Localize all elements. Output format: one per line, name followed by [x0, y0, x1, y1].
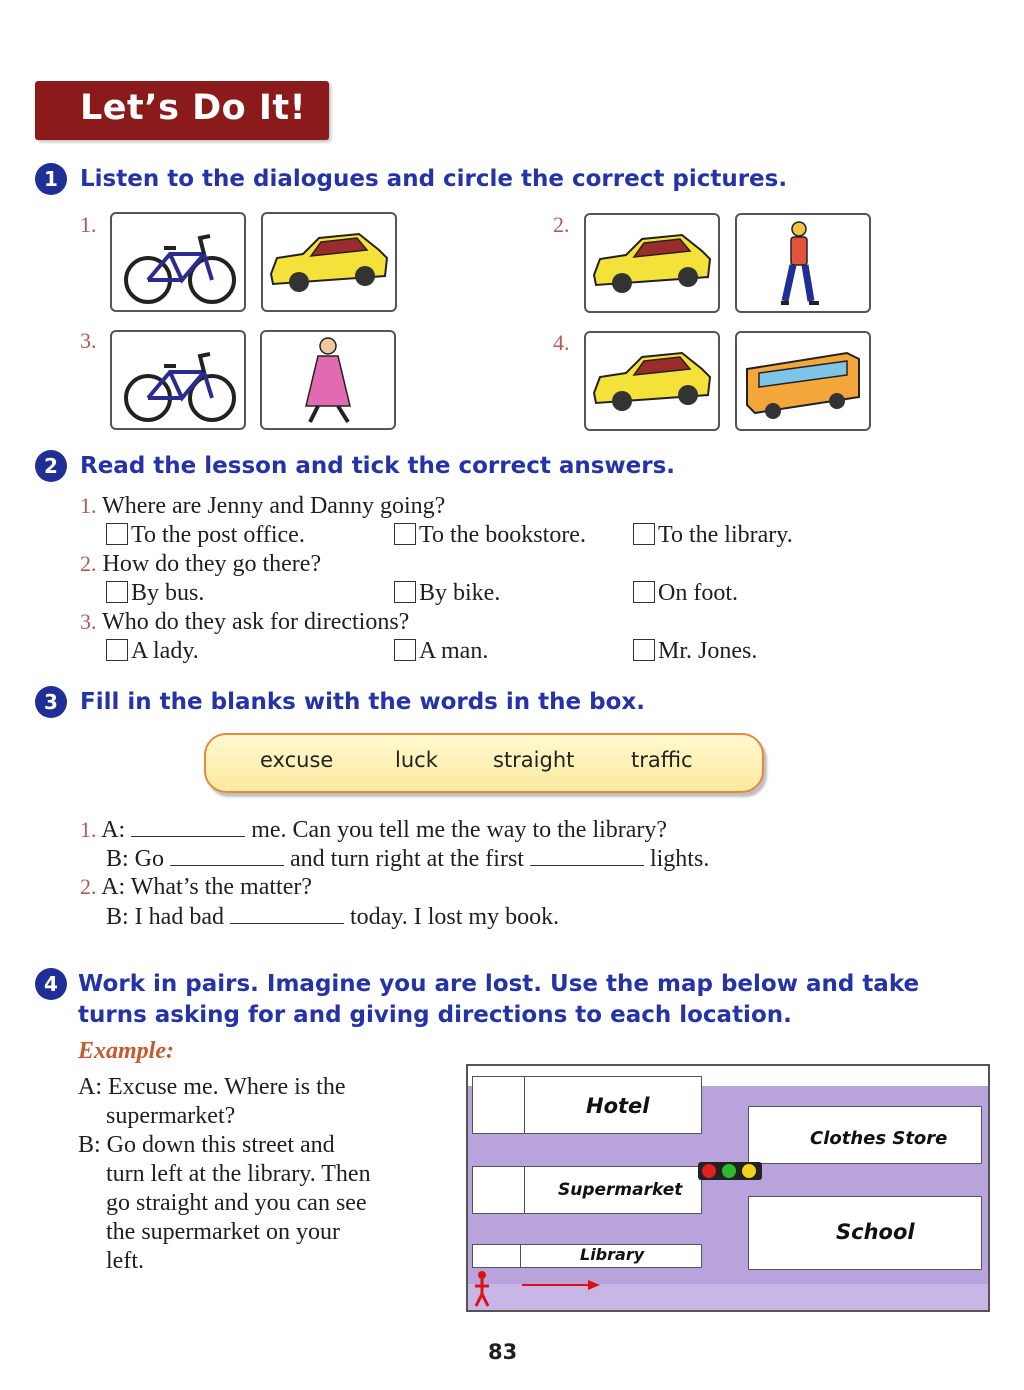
ex1-item-2-label: 2. — [553, 212, 570, 237]
arrow-right-icon — [520, 1278, 604, 1292]
exercise-2-number: 2 — [35, 450, 67, 482]
bicycle-icon[interactable] — [110, 212, 246, 312]
option-label: By bike. — [419, 580, 501, 606]
example-line: go straight and you can see — [106, 1190, 367, 1216]
dialogue-number: 2. — [80, 874, 97, 899]
checkbox[interactable] — [633, 581, 655, 603]
example-line: turn left at the library. Then — [106, 1161, 371, 1187]
building-block — [472, 1076, 526, 1134]
example-line: B: Go down this street and — [78, 1132, 335, 1158]
question-number: 2. — [80, 551, 97, 576]
ex2-q3-option-c[interactable] — [633, 638, 757, 665]
exercise-4-instruction-line-2: turns asking for and giving directions to each location. — [78, 1002, 792, 1028]
ex2-q1-option-b[interactable] — [394, 522, 586, 549]
word-box-item: excuse — [260, 748, 334, 772]
option-label: To the post office. — [131, 522, 305, 548]
blank-field[interactable] — [131, 818, 245, 837]
example-label: Example: — [78, 1038, 174, 1064]
checkbox[interactable] — [633, 523, 655, 545]
walking-man-icon[interactable] — [735, 213, 871, 313]
bus-icon[interactable] — [735, 331, 871, 431]
blank-field[interactable] — [170, 847, 284, 866]
ex3-line-4 — [106, 904, 559, 931]
library-label: Library — [580, 1245, 645, 1264]
word-box-item: traffic — [631, 748, 693, 772]
hotel-label: Hotel — [586, 1094, 650, 1118]
blank-field[interactable] — [230, 905, 344, 924]
car-icon[interactable] — [584, 331, 720, 431]
bicycle-icon[interactable] — [110, 330, 246, 430]
street-map — [466, 1064, 990, 1312]
walking-girl-icon[interactable] — [260, 330, 396, 430]
exercise-1-number: 1 — [35, 163, 67, 195]
example-line: A: Excuse me. Where is the — [78, 1074, 346, 1100]
ex1-item-1-label: 1. — [80, 212, 97, 237]
exercise-2-instruction: Read the lesson and tick the correct answers. — [80, 453, 676, 479]
car-icon[interactable] — [584, 213, 720, 313]
checkbox[interactable] — [633, 639, 655, 661]
dialogue-text: and turn right at the first — [290, 846, 524, 872]
ex2-q1-option-a[interactable] — [106, 522, 305, 549]
word-box-item: straight — [493, 748, 575, 772]
word-box-item: luck — [395, 748, 438, 772]
ex2-question-2 — [80, 551, 321, 578]
ex2-q3-option-a[interactable] — [106, 638, 199, 665]
example-line: the supermarket on your — [106, 1219, 340, 1245]
ex2-q1-option-c[interactable] — [633, 522, 793, 549]
checkbox[interactable] — [106, 581, 128, 603]
exercise-1-instruction: Listen to the dialogues and circle the correct pictures. — [80, 166, 788, 192]
ex2-question-3 — [80, 609, 409, 636]
ex3-line-1 — [80, 817, 667, 844]
option-label: By bus. — [131, 580, 205, 606]
option-label: Mr. Jones. — [658, 638, 758, 664]
ex1-item-4-label: 4. — [553, 330, 570, 355]
ex3-line-2 — [106, 846, 709, 873]
ex2-q2-option-a[interactable] — [106, 580, 204, 607]
building-block — [472, 1244, 522, 1268]
ex2-question-1 — [80, 493, 445, 520]
question-number: 3. — [80, 609, 97, 634]
ex3-line-3 — [80, 874, 312, 901]
checkbox[interactable] — [106, 639, 128, 661]
option-label: A man. — [419, 638, 489, 664]
dialogue-number: 1. — [80, 817, 97, 842]
question-number: 1. — [80, 493, 97, 518]
ex1-item-3-label: 3. — [80, 328, 97, 353]
option-label: To the bookstore. — [419, 522, 586, 548]
dialogue-text: me. Can you tell me the way to the library? — [251, 817, 668, 843]
option-label: On foot. — [658, 580, 738, 606]
clothes-store-label: Clothes Store — [810, 1128, 948, 1149]
question-text: How do they go there? — [102, 551, 322, 577]
school-label: School — [836, 1220, 915, 1244]
exercise-3-number: 3 — [35, 686, 67, 718]
lesson-header-title: Let’s Do It! — [80, 88, 307, 128]
traffic-light-icon — [698, 1162, 762, 1180]
question-text: Who do they ask for directions? — [102, 609, 410, 635]
ex2-q3-option-b[interactable] — [394, 638, 488, 665]
option-label: A lady. — [131, 638, 199, 664]
page-number: 83 — [488, 1340, 518, 1364]
question-text: Where are Jenny and Danny going? — [102, 493, 446, 519]
option-label: To the library. — [658, 522, 793, 548]
checkbox[interactable] — [394, 581, 416, 603]
dialogue-text: today. I lost my book. — [349, 904, 560, 930]
example-line: left. — [106, 1248, 144, 1274]
checkbox[interactable] — [394, 523, 416, 545]
person-icon — [472, 1270, 492, 1308]
checkbox[interactable] — [106, 523, 128, 545]
supermarket-label: Supermarket — [558, 1180, 683, 1200]
dialogue-text: B: Go — [106, 846, 165, 872]
dialogue-text: A: What’s the matter? — [101, 874, 313, 900]
dialogue-text: lights. — [649, 846, 710, 872]
ex2-q2-option-b[interactable] — [394, 580, 500, 607]
building-block — [472, 1166, 526, 1214]
blank-field[interactable] — [530, 847, 644, 866]
ex2-q2-option-c[interactable] — [633, 580, 738, 607]
checkbox[interactable] — [394, 639, 416, 661]
exercise-4-instruction-line-1: Work in pairs. Imagine you are lost. Use the map below and take — [78, 971, 920, 997]
exercise-3-instruction: Fill in the blanks with the words in the box. — [80, 689, 645, 715]
car-icon[interactable] — [261, 212, 397, 312]
example-line: supermarket? — [106, 1103, 236, 1129]
dialogue-text: B: I had bad — [106, 904, 224, 930]
exercise-4-number: 4 — [35, 968, 67, 1000]
speaker: A: — [101, 817, 126, 843]
